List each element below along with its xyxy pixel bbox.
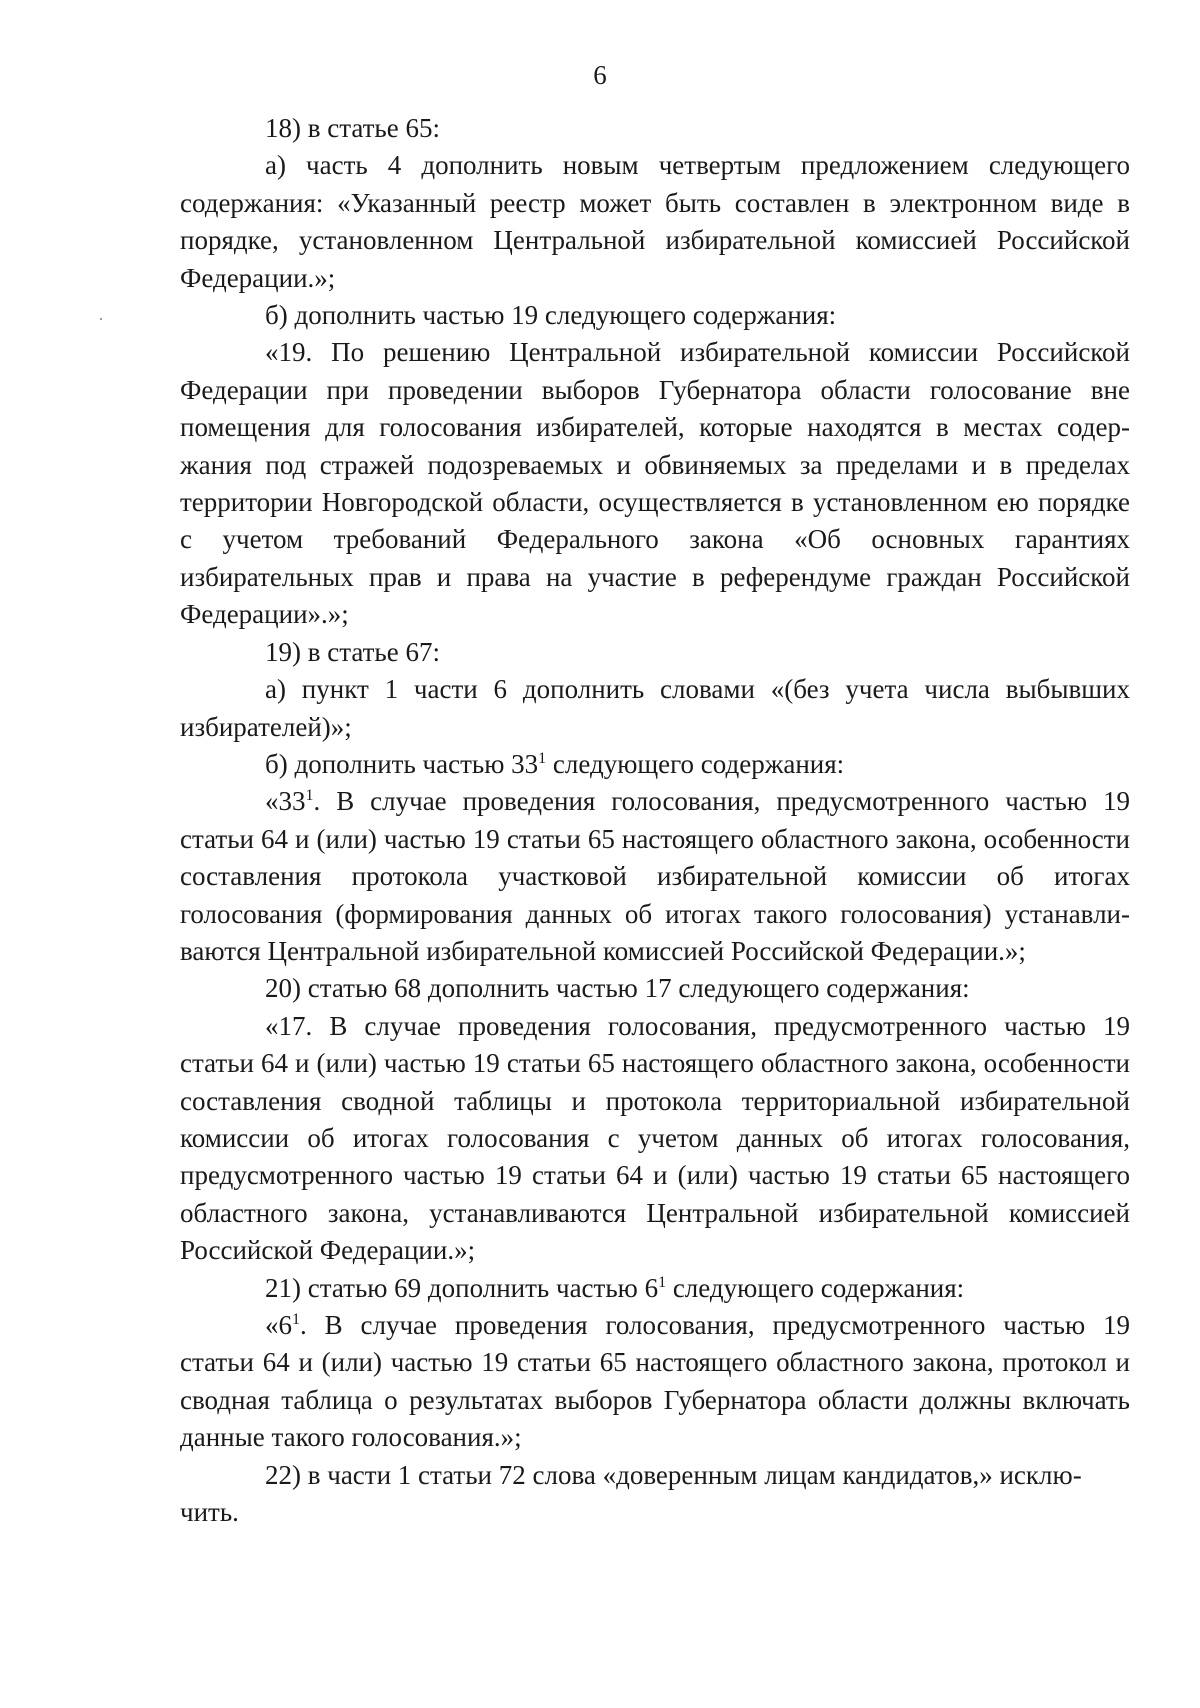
page-number: 6 <box>593 60 607 90</box>
paragraph-text: 19) в статье 67: <box>265 636 440 667</box>
paragraph-text: «33 <box>265 786 306 817</box>
superscript: 1 <box>292 1311 300 1328</box>
paragraph-item-18a <box>180 147 1130 297</box>
paragraph-text: а) часть 4 дополнить новым четвертым предложением следующего содержания: «Указанный реестр может быть составлен в электронном виде в порядке, установленном Центральной избирательной комиссией Российской Федерации.»; <box>180 150 1130 293</box>
paragraph-part-17-text <box>180 1008 1130 1270</box>
paragraph-text: а) пункт 1 части 6 дополнить словами «(без учета числа выбывших избирателей)»; <box>180 674 1130 742</box>
paragraph-part-19-text <box>180 334 1130 633</box>
paragraph-item-18 <box>180 110 1130 147</box>
paragraph-text: следующего содержания: <box>666 1272 965 1303</box>
paragraph-part-6-1-text <box>180 1307 1130 1457</box>
paragraph-text: 18) в статье 65: <box>265 113 440 143</box>
document-body <box>180 110 1130 1531</box>
paragraph-item-19 <box>180 634 1130 671</box>
paragraph-text: б) дополнить частью 33 <box>265 748 539 779</box>
paragraph-text: б) дополнить частью 19 следующего содержания: <box>265 300 837 331</box>
paragraph-text: «19. По решению Центральной избирательной комиссии Российской Федерации при проведении выборов Губернатора области голосование вне помещения для голосования избирателей, которые находятся в местах содержания под стражей подозреваемых и обвиняемых за пределами и в пределах территории Новгородской области, осуществляется в установленном ею порядке с учетом требований Федерального закона «Об основных гарантиях избирательных прав и права на участие в референдуме граждан Российской Федерации».»; <box>180 337 1130 630</box>
paragraph-item-18b <box>180 297 1130 334</box>
paragraph-text: «17. В случае проведения голосования, предусмотренного частью 19 статьи 64 и (или) частью 19 статьи 65 настоящего областного закона, особенности составления сводной таблицы и протокола территориальной избирательной комиссии об итогах голосования с учетом данных об итогах голосования, предусмотренного частью 19 статьи 64 и (или) частью 19 статьи 65 настоящего областного закона, устанавливаются Центральной избирательной комиссией Российской Федерации.»; <box>180 1010 1130 1266</box>
paragraph-text: 21) статью 69 дополнить частью 6 <box>265 1272 659 1303</box>
paragraph-text: . В случае проведения голосования, предусмотренного частью 19 статьи 64 и (или) частью 19 статьи 65 настоящего областного закона, особенности составления протокола участковой избирательной комиссии об итогах голосования (формирования данных об итогах такого голосования) устанавливаются Центральной избирательной комиссией Российской Федерации.»; <box>180 786 1130 966</box>
paragraph-text: 20) статью 68 дополнить частью 17 следующего содержания: <box>265 973 970 1004</box>
paragraph-item-21 <box>180 1270 1130 1307</box>
superscript: 1 <box>658 1273 667 1291</box>
paragraph-item-20 <box>180 970 1130 1007</box>
scan-speck <box>100 318 102 320</box>
paragraph-text: «6 <box>265 1310 292 1340</box>
paragraph-item-19a <box>180 671 1130 746</box>
paragraph-item-22 <box>180 1457 1130 1532</box>
superscript: 1 <box>538 749 547 767</box>
paragraph-text: . В случае проведения голосования, предусмотренного частью 19 статьи 64 и (или) частью 19 статьи 65 настоящего областного закона, протокол и сводная таблица о результатах выборов Губернатора области должны включать данные такого голосования.»; <box>180 1310 1130 1453</box>
paragraph-part-33-1-text <box>180 783 1130 970</box>
paragraph-text: 22) в части 1 статьи 72 слова «доверенным лицам кандидатов,» исключить. <box>180 1459 1082 1528</box>
superscript: 1 <box>305 787 314 805</box>
paragraph-text: следующего содержания: <box>546 748 845 779</box>
paragraph-item-19b <box>180 746 1130 783</box>
